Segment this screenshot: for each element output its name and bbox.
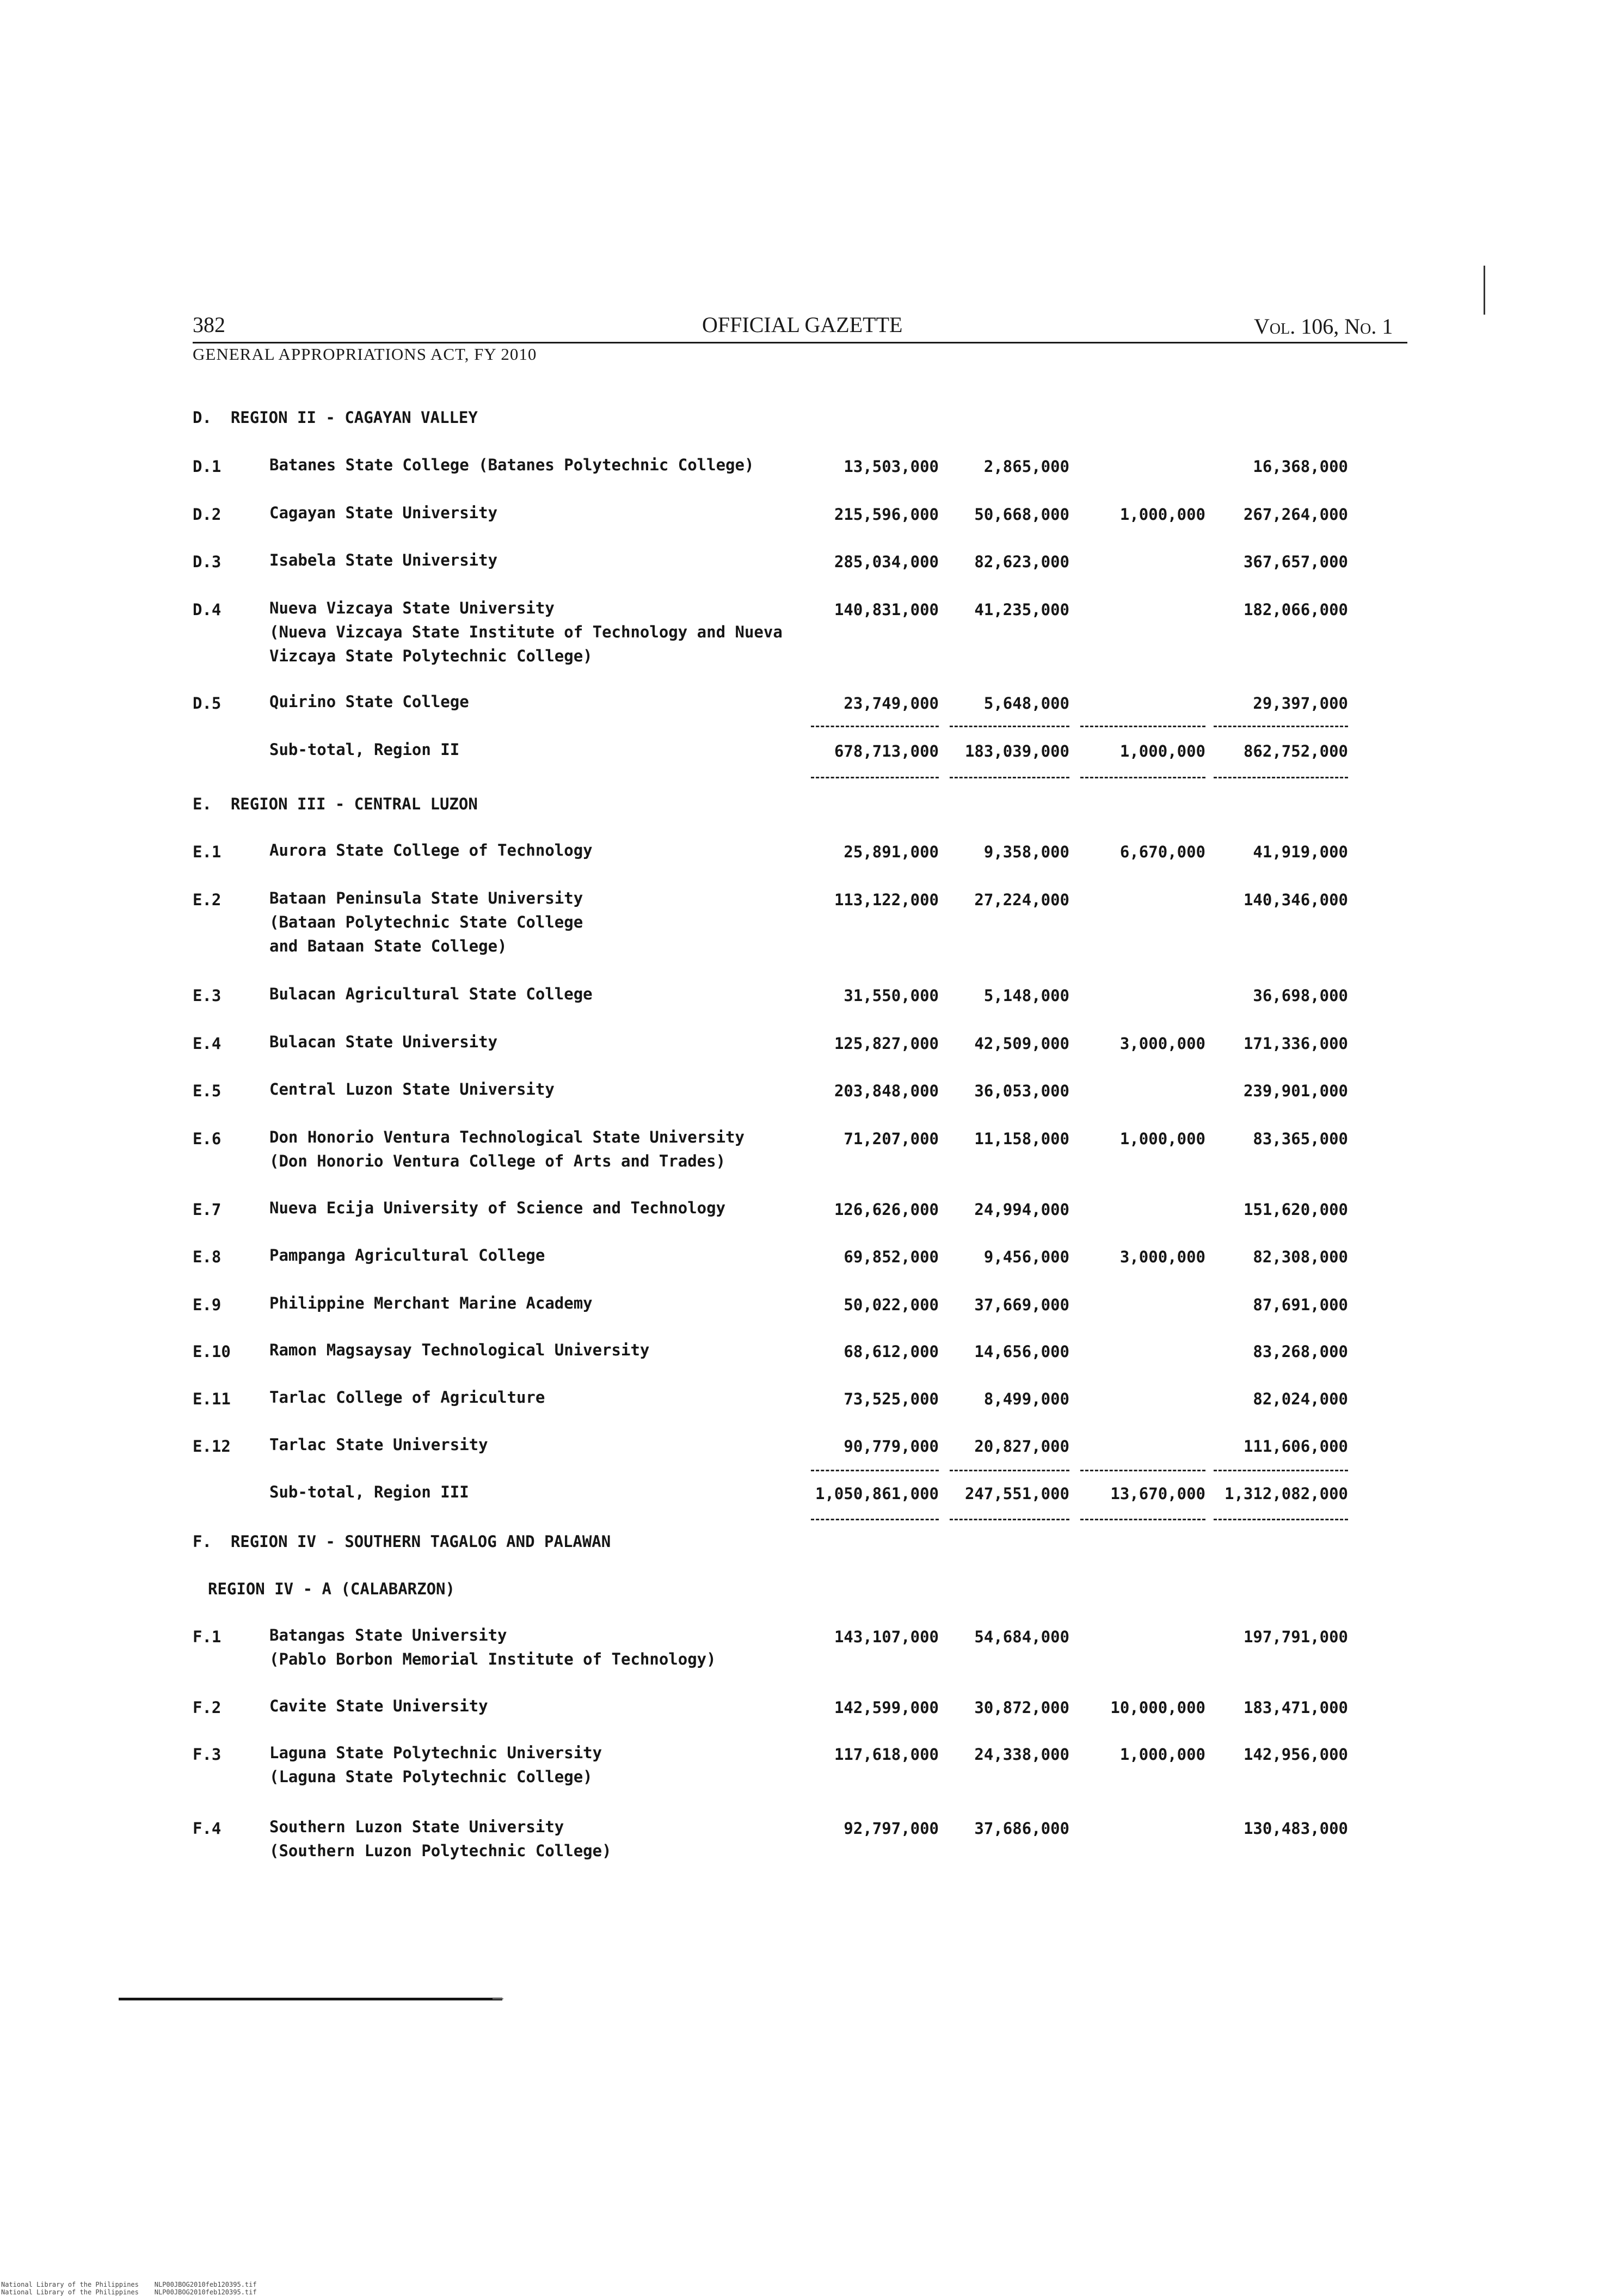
row-amount-col1: 142,599,000: [834, 1698, 939, 1717]
row-agency-name: Sub-total, Region II: [269, 740, 460, 759]
dashed-rule: [1214, 726, 1348, 727]
row-amount-col3: 1,000,000: [1119, 1745, 1205, 1764]
row-amount-total: 367,657,000: [1243, 552, 1348, 571]
row-amount-col1: 71,207,000: [844, 1129, 939, 1148]
row-agency-name: Cagayan State University: [269, 504, 498, 522]
row-amount-col2: 50,668,000: [974, 505, 1069, 524]
footer-rule: [119, 1998, 502, 2000]
row-amount-col2: 247,551,000: [964, 1484, 1069, 1503]
row-amount-col1: 92,797,000: [844, 1819, 939, 1838]
dashed-rule: [1080, 1519, 1205, 1520]
act-subtitle: GENERAL APPROPRIATIONS ACT, FY 2010: [193, 345, 537, 364]
row-agency-name: Nueva Ecija University of Science and Technology: [269, 1199, 726, 1217]
row-code: D.3: [193, 552, 221, 571]
row-amount-total: 111,606,000: [1243, 1437, 1348, 1456]
row-code: F.3: [193, 1745, 221, 1764]
row-amount-total: 36,698,000: [1253, 986, 1348, 1005]
row-amount-col1: 285,034,000: [834, 552, 939, 571]
row-amount-col1: 13,503,000: [844, 457, 939, 476]
row-amount-total: 183,471,000: [1243, 1698, 1348, 1717]
row-agency-name: Cavite State University: [269, 1697, 488, 1715]
row-agency-name: Nueva Vizcaya State University (Nueva Vizcaya State Institute of Technology and Nueva Vizcaya State Polytechnic College): [269, 599, 783, 665]
row-amount-col3: 1,000,000: [1119, 742, 1205, 760]
dashed-rule: [950, 726, 1069, 727]
row-amount-col1: 117,618,000: [834, 1745, 939, 1764]
row-amount-col1: 126,626,000: [834, 1200, 939, 1219]
row-amount-col1: 25,891,000: [844, 843, 939, 861]
row-amount-col1: 678,713,000: [834, 742, 939, 760]
scan-source-note: National Library of the Philippines NLP00JBOG2010feb120395.tif: [1, 2288, 257, 2296]
scan-source-note: National Library of the Philippines NLP00JBOG2010feb120395.tif: [1, 2281, 257, 2288]
row-code: E.9: [193, 1296, 221, 1314]
publication-title: OFFICIAL GAZETTE: [702, 312, 903, 337]
row-agency-name: Southern Luzon State University (Southern Luzon Polytechnic College): [269, 1818, 612, 1860]
row-amount-col3: 3,000,000: [1119, 1248, 1205, 1266]
row-amount-total: 151,620,000: [1243, 1200, 1348, 1219]
row-agency-name: Sub-total, Region III: [269, 1483, 469, 1501]
scan-margin-mark: [1484, 266, 1485, 315]
row-code: E.4: [193, 1034, 221, 1053]
row-amount-col2: 41,235,000: [974, 600, 1069, 619]
row-amount-col2: 9,358,000: [983, 843, 1069, 861]
row-code: E.2: [193, 891, 221, 909]
dashed-rule: [811, 1519, 939, 1520]
dashed-rule: [811, 726, 939, 727]
row-amount-total: 130,483,000: [1243, 1819, 1348, 1838]
row-amount-col1: 143,107,000: [834, 1628, 939, 1646]
row-agency-name: Tarlac State University: [269, 1435, 488, 1454]
row-amount-col1: 140,831,000: [834, 600, 939, 619]
row-amount-col1: 90,779,000: [844, 1437, 939, 1456]
row-amount-total: 41,919,000: [1253, 843, 1348, 861]
row-amount-total: 1,312,082,000: [1225, 1484, 1348, 1503]
row-amount-col1: 31,550,000: [844, 986, 939, 1005]
row-amount-total: 83,365,000: [1253, 1129, 1348, 1148]
row-amount-total: 16,368,000: [1253, 457, 1348, 476]
row-amount-total: 182,066,000: [1243, 600, 1348, 619]
row-amount-col2: 20,827,000: [974, 1437, 1069, 1456]
row-amount-col2: 30,872,000: [974, 1698, 1069, 1717]
row-amount-col1: 68,612,000: [844, 1342, 939, 1361]
row-amount-col2: 42,509,000: [974, 1034, 1069, 1053]
row-amount-col3: 10,000,000: [1110, 1698, 1205, 1717]
row-code: D.2: [193, 505, 221, 524]
row-amount-col2: 82,623,000: [974, 552, 1069, 571]
row-amount-col1: 1,050,861,000: [815, 1484, 939, 1503]
row-amount-total: 862,752,000: [1243, 742, 1348, 760]
row-amount-col2: 8,499,000: [983, 1390, 1069, 1408]
row-code: D.5: [193, 694, 221, 713]
dashed-rule: [950, 1470, 1069, 1471]
row-amount-total: 239,901,000: [1243, 1082, 1348, 1100]
row-amount-col1: 69,852,000: [844, 1248, 939, 1266]
footer-rule-tail: [493, 1998, 503, 1999]
row-code: E.6: [193, 1129, 221, 1148]
row-amount-col2: 9,456,000: [983, 1248, 1069, 1266]
row-amount-col2: 36,053,000: [974, 1082, 1069, 1100]
row-agency-name: Pampanga Agricultural College: [269, 1246, 545, 1264]
row-amount-col1: 23,749,000: [844, 694, 939, 713]
dashed-rule: [811, 777, 939, 778]
row-agency-name: Bataan Peninsula State University (Bataan Polytechnic State College and Bataan State College): [269, 889, 583, 955]
row-agency-name: Bulacan Agricultural State College: [269, 985, 593, 1003]
row-amount-total: 140,346,000: [1243, 891, 1348, 909]
row-amount-col2: 11,158,000: [974, 1129, 1069, 1148]
row-code: F.4: [193, 1819, 221, 1838]
row-amount-col2: 14,656,000: [974, 1342, 1069, 1361]
row-code: F.1: [193, 1628, 221, 1646]
row-amount-col1: 203,848,000: [834, 1082, 939, 1100]
row-amount-col1: 50,022,000: [844, 1296, 939, 1314]
row-agency-name: Tarlac College of Agriculture: [269, 1388, 545, 1407]
row-agency-name: Philippine Merchant Marine Academy: [269, 1294, 593, 1312]
row-amount-col1: 215,596,000: [834, 505, 939, 524]
header-rule: [193, 342, 1407, 343]
row-amount-col3: 13,670,000: [1110, 1484, 1205, 1503]
row-amount-col3: 1,000,000: [1119, 505, 1205, 524]
row-code: F.2: [193, 1698, 221, 1717]
row-amount-total: 267,264,000: [1243, 505, 1348, 524]
row-amount-col3: 1,000,000: [1119, 1129, 1205, 1148]
row-amount-col2: 5,148,000: [983, 986, 1069, 1005]
volume-label: Vol. 106, No. 1: [1254, 314, 1393, 339]
row-amount-total: 142,956,000: [1243, 1745, 1348, 1764]
dashed-rule: [1214, 777, 1348, 778]
row-amount-col2: 37,669,000: [974, 1296, 1069, 1314]
row-amount-col1: 125,827,000: [834, 1034, 939, 1053]
row-agency-name: Quirino State College: [269, 692, 469, 711]
dashed-rule: [1080, 777, 1205, 778]
row-code: E.5: [193, 1082, 221, 1100]
subsection-heading-calabarzon: REGION IV - A (CALABARZON): [208, 1580, 455, 1598]
row-amount-col2: 27,224,000: [974, 891, 1069, 909]
row-amount-col2: 24,994,000: [974, 1200, 1069, 1219]
row-amount-col1: 73,525,000: [844, 1390, 939, 1408]
row-code: E.8: [193, 1248, 221, 1266]
row-amount-col2: 54,684,000: [974, 1628, 1069, 1646]
dashed-rule: [811, 1470, 939, 1471]
row-amount-total: 82,024,000: [1253, 1390, 1348, 1408]
dashed-rule: [1214, 1519, 1348, 1520]
section-heading-region-iii: E. REGION III - CENTRAL LUZON: [193, 795, 478, 813]
row-amount-total: 197,791,000: [1243, 1628, 1348, 1646]
row-code: E.7: [193, 1200, 221, 1219]
row-amount-col2: 37,686,000: [974, 1819, 1069, 1838]
row-amount-total: 29,397,000: [1253, 694, 1348, 713]
row-agency-name: Batanes State College (Batanes Polytechnic College): [269, 456, 754, 474]
row-agency-name: Aurora State College of Technology: [269, 841, 593, 860]
row-code: D.4: [193, 600, 221, 619]
row-amount-col2: 2,865,000: [983, 457, 1069, 476]
row-code: E.3: [193, 986, 221, 1005]
row-amount-col2: 183,039,000: [964, 742, 1069, 760]
section-heading-region-ii: D. REGION II - CAGAYAN VALLEY: [193, 408, 478, 427]
row-amount-total: 82,308,000: [1253, 1248, 1348, 1266]
row-amount-col3: 3,000,000: [1119, 1034, 1205, 1053]
row-agency-name: Laguna State Polytechnic University (Laguna State Polytechnic College): [269, 1744, 602, 1786]
dashed-rule: [950, 777, 1069, 778]
row-code: E.1: [193, 843, 221, 861]
row-amount-col3: 6,670,000: [1119, 843, 1205, 861]
row-code: E.10: [193, 1342, 231, 1361]
row-agency-name: Don Honorio Ventura Technological State University (Don Honorio Ventura College of Arts and Trades): [269, 1128, 744, 1170]
row-amount-col1: 113,122,000: [834, 891, 939, 909]
row-code: E.12: [193, 1437, 231, 1456]
dashed-rule: [950, 1519, 1069, 1520]
row-agency-name: Isabela State University: [269, 551, 498, 569]
row-agency-name: Ramon Magsaysay Technological University: [269, 1341, 650, 1359]
row-code: E.11: [193, 1390, 231, 1408]
row-code: D.1: [193, 457, 221, 476]
row-agency-name: Central Luzon State University: [269, 1080, 555, 1098]
page-number: 382: [193, 312, 225, 337]
row-amount-total: 83,268,000: [1253, 1342, 1348, 1361]
row-agency-name: Bulacan State University: [269, 1033, 498, 1051]
row-amount-total: 87,691,000: [1253, 1296, 1348, 1314]
dashed-rule: [1080, 726, 1205, 727]
row-agency-name: Batangas State University (Pablo Borbon Memorial Institute of Technology): [269, 1626, 716, 1668]
section-heading-region-iv: F. REGION IV - SOUTHERN TAGALOG AND PALAWAN: [193, 1532, 611, 1551]
row-amount-total: 171,336,000: [1243, 1034, 1348, 1053]
dashed-rule: [1080, 1470, 1205, 1471]
dashed-rule: [1214, 1470, 1348, 1471]
row-amount-col2: 24,338,000: [974, 1745, 1069, 1764]
row-amount-col2: 5,648,000: [983, 694, 1069, 713]
